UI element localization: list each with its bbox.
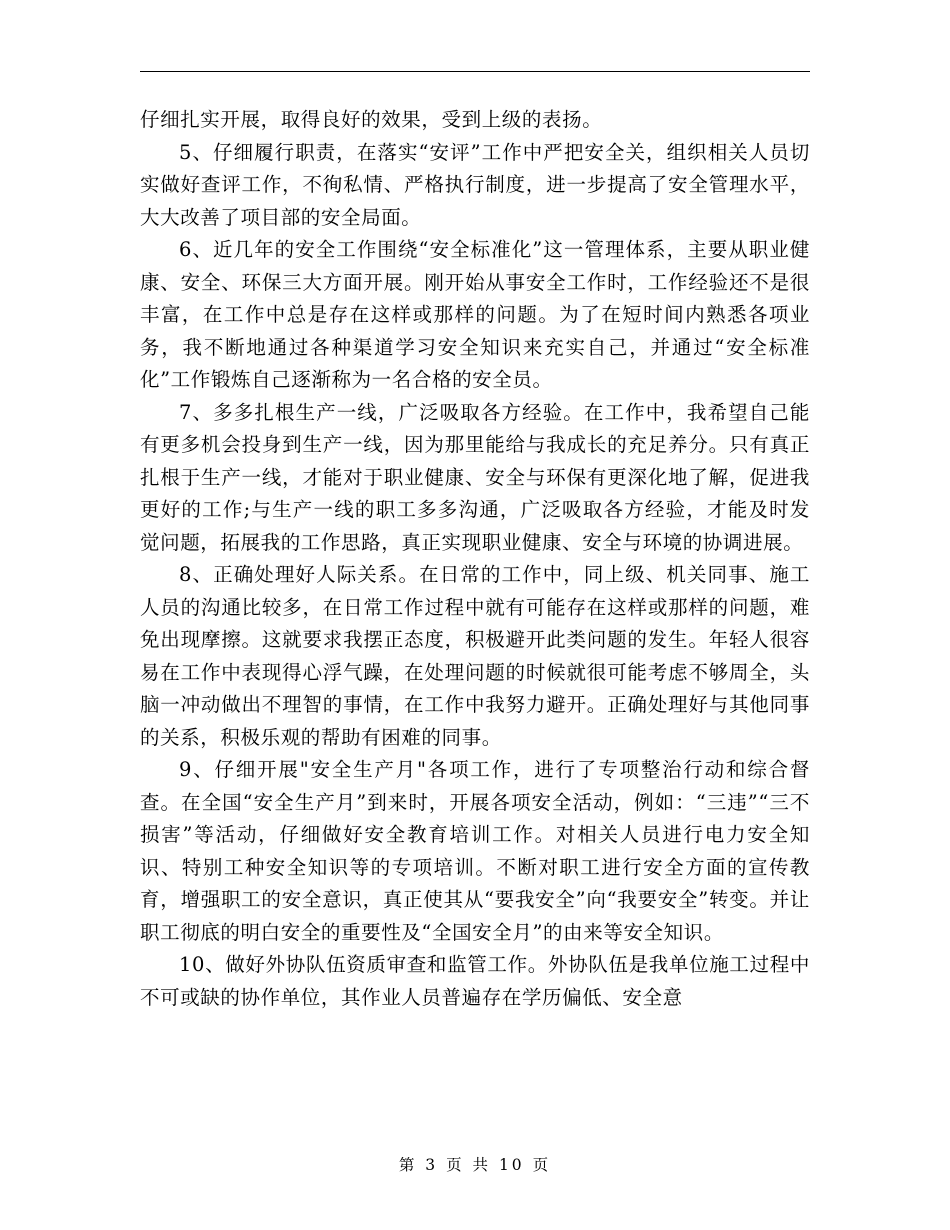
document-body xyxy=(140,104,810,1014)
header-rule xyxy=(140,71,810,72)
paragraph-item-10: 10、做好外协队伍资质审查和监管工作。外协队伍是我单位施工过程中不可或缺的协作单位，其作业人员普遍存在学历偏低、安全意 xyxy=(140,953,810,1009)
page-number: 第 3 页 共 10 页 xyxy=(398,1156,552,1174)
paragraph-item-8: 8、正确处理好人际关系。在日常的工作中，同上级、机关同事、施工人员的沟通比较多，在日常工作过程中就有可能存在这样或那样的问题，难免出现摩擦。这就要求我摆正态度，积极避开此类问题的发生。年轻人很容易在工作中表现得心浮气躁，在处理问题的时候就很可能考虑不够周全，头脑一冲动做出不理智的事情，在工作中我努力避开。正确处理好与其他同事的关系，积极乐观的帮助有困难的同事。 xyxy=(140,563,810,749)
paragraph-continuation: 仔细扎实开展，取得良好的效果，受到上级的表扬。 xyxy=(140,108,603,131)
paragraph-item-9: 9、仔细开展"安全生产月"各项工作，进行了专项整治行动和综合督查。在全国“安全生产月”到来时，开展各项安全活动，例如：“三违”“三不损害”等活动，仔细做好安全教育培训工作。对相关人员进行电力安全知识、特别工种安全知识等的专项培训。不断对职工进行安全方面的宣传教育，增强职工的安全意识，真正使其从“要我安全”向“我要安全”转变。并让职工彻底的明白安全的重要性及“全国安全月”的由来等安全知识。 xyxy=(140,758,810,944)
paragraph-item-6: 6、近几年的安全工作围绕“安全标准化”这一管理体系，主要从职业健康、安全、环保三大方面开展。刚开始从事安全工作时，工作经验还不是很丰富，在工作中总是存在这样或那样的问题。为了在短时间内熟悉各项业务，我不断地通过各种渠道学习安全知识来充实自己，并通过“安全标准化”工作锻炼自己逐渐称为一名合格的安全员。 xyxy=(140,238,810,391)
paragraph-item-5: 5、仔细履行职责，在落实“安评”工作中严把安全关，组织相关人员切实做好查评工作，不徇私情、严格执行制度，进一步提高了安全管理水平，大大改善了项目部的安全局面。 xyxy=(140,140,810,229)
paragraph-item-7: 7、多多扎根生产一线，广泛吸取各方经验。在工作中，我希望自己能有更多机会投身到生产一线，因为那里能给与我成长的充足养分。只有真正扎根于生产一线，才能对于职业健康、安全与环保有更深化地了解，促进我更好的工作;与生产一线的职工多多沟通，广泛吸取各方经验，才能及时发觉问题，拓展我的工作思路，真正实现职业健康、安全与环境的协调进展。 xyxy=(140,400,810,554)
